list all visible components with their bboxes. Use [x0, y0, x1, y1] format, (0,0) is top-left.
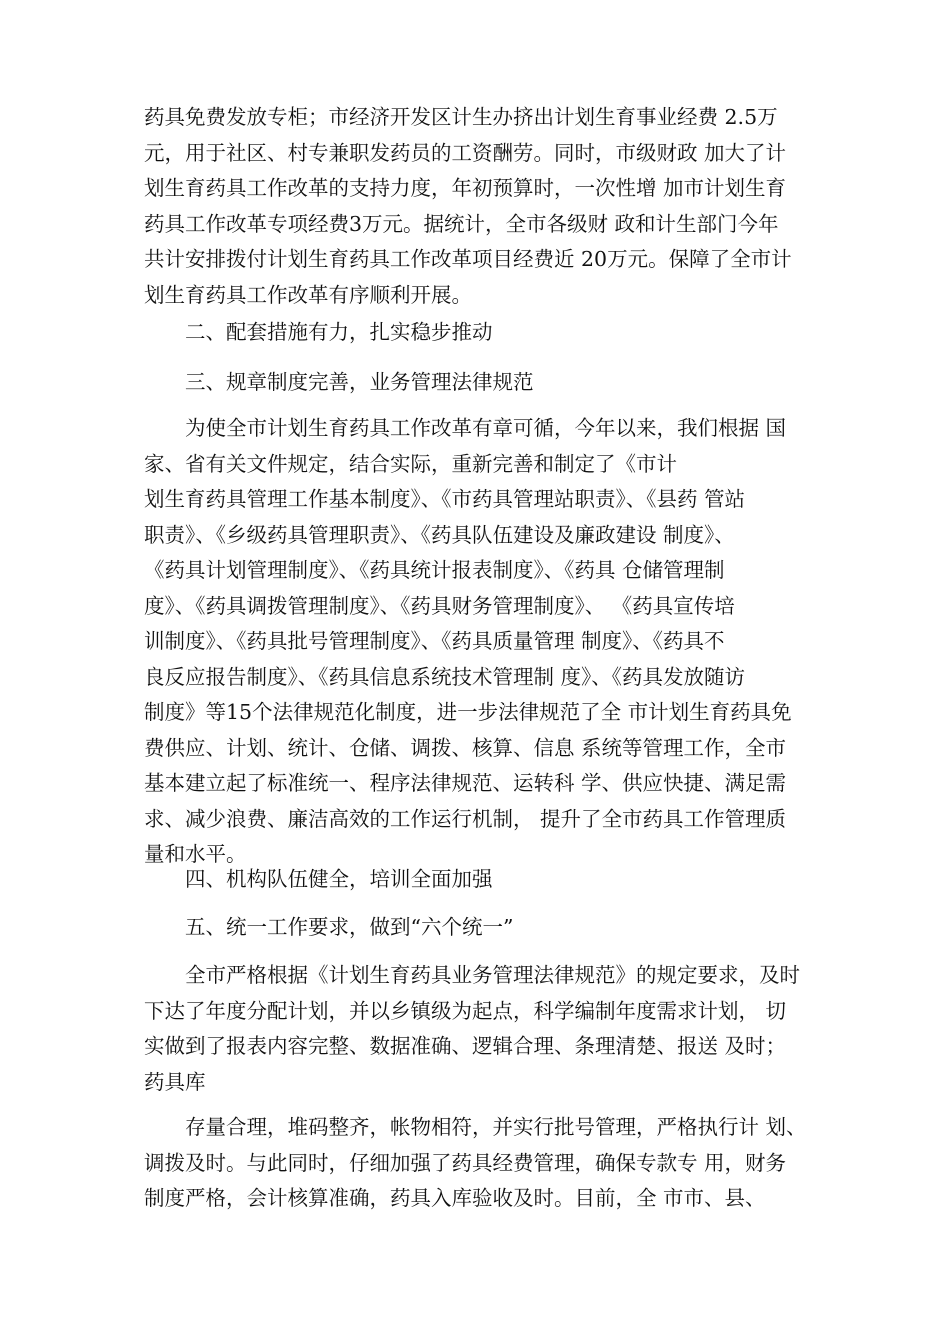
paragraph-funding [144, 100, 824, 313]
text-line: 共计安排拨付计划生育药具工作改革项目经费近 20万元。保障了全市计 [144, 247, 792, 271]
text-line: 量和水平。 [144, 842, 247, 866]
text-line: 全市严格根据《计划生育药具业务管理法律规范》的规定要求，及时 [185, 963, 800, 987]
text-line: 训制度》、《药具批号管理制度》、《药具质量管理 制度》、《药具不 [144, 629, 725, 653]
text-line: 划生育药具工作改革的支持力度，年初预算时，一次性增 加市计划生育 [144, 176, 787, 200]
text-line: 求、减少浪费、廉洁高效的工作运行机制， 提升了全市药具工作管理质 [144, 806, 787, 831]
text-line: 基本建立起了标准统一、程序法律规范、运转科 学、供应快捷、满足需 [144, 771, 787, 795]
text-line: 元，用于社区、村专兼职发药员的工资酬劳。同时，市级财政 加大了计 [144, 140, 787, 165]
text-line: 划生育药具工作改革有序顺利开展。 [144, 282, 472, 307]
text-line: 调拨及时。与此同时，仔细加强了药具经费管理，确保专款专 用，财务 [144, 1150, 787, 1175]
text-line: 制度严格，会计核算准确，药具入库验收及时。目前，全 市市、县、 [144, 1186, 766, 1210]
text-line: 下达了年度分配计划，并以乡镇级为起点，科学编制年度需求计划， 切 [144, 998, 787, 1023]
text-line: 良反应报告制度》、《药具信息系统技术管理制 度》、《药具发放随访 [144, 664, 746, 689]
text-line: 职责》、《乡级药具管理职责》、《药具队伍建设及廉政建设 制度》、 [144, 522, 735, 547]
text-line: 存量合理，堆码整齐，帐物相符，并实行批号管理，严格执行计 划、 [185, 1115, 807, 1139]
section-heading-3: 三、规章制度完善，业务管理法律规范 [185, 370, 534, 394]
paragraph-requirements [144, 958, 824, 1100]
text-line: 药具免费发放专柜；市经济开发区计生办挤出计划生育事业经费 2.5万 [144, 105, 778, 129]
section-heading-4: 四、机构队伍健全，培训全面加强 [185, 867, 493, 891]
section-heading-2: 二、配套措施有力，扎实稳步推动 [185, 320, 493, 344]
text-line: 药具库 [144, 1069, 206, 1094]
paragraph-regulations [144, 411, 824, 873]
text-line: 划生育药具管理工作基本制度》、《市药具管理站职责》、《县药 管站 [144, 487, 746, 511]
paragraph-storage [144, 1110, 824, 1217]
text-line: 药具工作改革专项经费3万元。据统计，全市各级财 政和计生部门今年 [144, 211, 779, 236]
text-line: 家、省有关文件规定，结合实际，重新完善和制定了《市计 [144, 451, 677, 476]
text-line: 度》、《药具调拨管理制度》、《药具财务管理制度》、 《药具宣传培 [144, 593, 735, 618]
section-heading-5: 五、统一工作要求，做到“六个统一” [185, 915, 514, 939]
text-line: 制度》等15个法律规范化制度，进一步法律规范了全 市计划生育药具免 [144, 700, 792, 724]
text-line: 为使全市计划生育药具工作改革有章可循，今年以来，我们根据 国 [185, 416, 787, 440]
text-line: 实做到了报表内容完整、数据准确、逻辑合理、条理清楚、报送 及时； [144, 1034, 787, 1058]
text-line: 费供应、计划、统计、仓储、调拨、核算、信息 系统等管理工作，全市 [144, 735, 787, 760]
text-line: 《药具计划管理制度》、《药具统计报表制度》、《药具 仓储管理制 [144, 558, 725, 582]
